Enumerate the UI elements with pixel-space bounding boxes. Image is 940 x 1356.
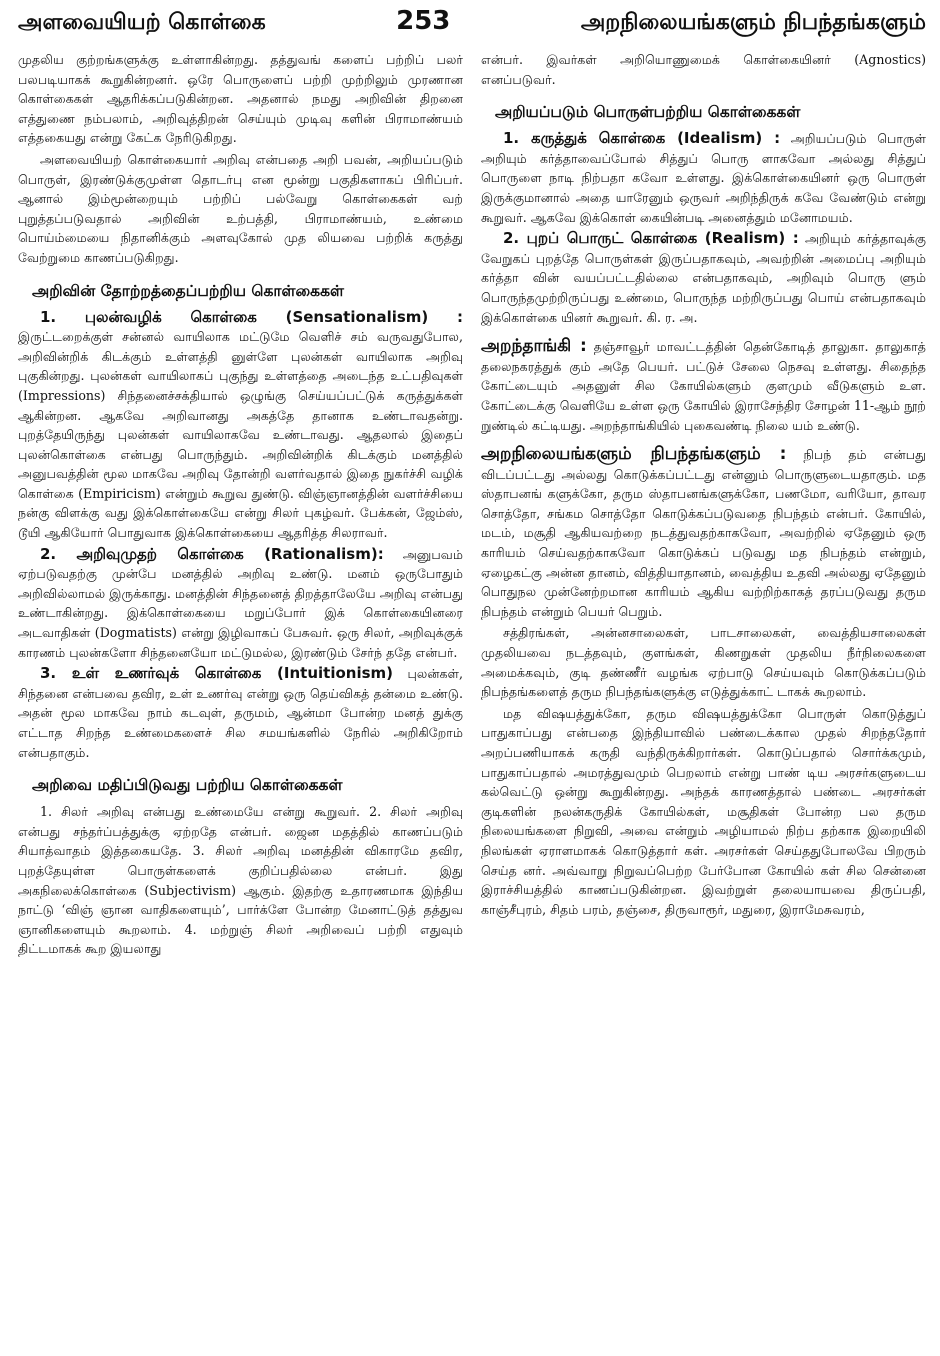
section-heading: அறிவின் தோற்றத்தைப்பற்றிய கொள்கைகள் (32, 281, 344, 300)
paragraph: முதலிய குற்றங்களுக்கு உள்ளாகின்றது. தத்துவங் களைப் பற்றிப் பலர் பலபடியாகக் கூறுகின்றனர். ஒரே பொருளைப் பற்றி முற்றிலும் முரணான கொள்கைகள் ஆதரிக்கப்படுகின்றன. அதனால் நமது அறிவின் திறனை எத்துணை நம்பலாம், அறிவுத்திறன் செய்யும் முடிவு களின் பிராமாண்யம் எத்தகையது என்று கேட்க நேரிடுகிறது. (18, 52, 463, 146)
section-heading: அறியப்படும் பொருள்பற்றிய கொள்கைகள் (495, 103, 801, 122)
paragraph (481, 229, 926, 327)
paragraph (481, 445, 926, 621)
subsection-title: 1. புலன்வழிக் கொள்கை (Sensationalism) : (40, 307, 463, 326)
entry-title: அறந்தாங்கி : (481, 336, 587, 357)
subsection-title: 2. புறப் பொருட் கொள்கை (Realism) : (503, 229, 799, 248)
entry-title: அறநிலையங்களும் நிபந்தங்களும் : (481, 444, 787, 465)
paragraph-text: அனுபவம் ஏற்படுவதற்கு முன்பே மனத்தில் அறிவு உண்டு. மனம் ஒருபோதும் அறிவில்லாமல் இருக்காது. மனத்தின் சிந்தனைத் திறத்தாலேயே அறிவு என்பது உண்டாகின்றது. இக்கொள்கையை மறுப்போர் இக் கொள்கையினரை அடவாதிகள் (Dogmatists) என்று இழிவாகப் பேசுவர். ஒரு சிலர், அறிவுக்குக் காரணம் புலன்களோ சிந்தனையோ மட்டுமல்ல, இரண்டும் சேர்ந் ததே என்பர். (18, 546, 463, 660)
header-right-title: அறநிலையங்களும் நிபந்தங்களும் (580, 10, 926, 35)
paragraph-text: அறியும் கர்த்தாவுக்கு வேறுகப் புறத்தே பொருள்கள் இருப்பதாகவும், அவற்றின் அமைப்பு அறியும் கர்த்தா வின் வயப்பட்டதில்லை என்பதாகவும், அறிவும் பொரு ளும் பொருந்தமுற்றிருப்பது உண்மை, பொருந்த மற்றிருப்பது பொய் என்பதாகவும் இக்கொள்கை யினர் கூறுவர். (481, 231, 926, 325)
paragraph-text: தஞ்சாவூர் மாவட்டத்தின் தென்கோடித் தாலுகா. தாலுகாத் தலைநகரத்துக் கும் அதே பெயர். பட்டுச் சேலை நெசவு உள்ளது. சிதைந்த கோட்டையும் அதனுள் சில கோயில்களும் குளமும் வீடுகளும் உள. கோட்டைக்கு வெளியே உள்ள ஒரு கோயில் இராசேந்திர சோழன் 11-ஆம் நூற் றுண்டில் கட்டியது. அறந்தாங்கியில் புகைவண்டி நிலை யம் உண்டு. (481, 339, 926, 433)
paragraph: மத விஷயத்துக்கோ, தரும விஷயத்துக்கோ பொருள் கொடுத்துப் பாதுகாப்பது என்பதை இந்தியாவில் பண்டைக்கால முதல் சிறந்ததோர் அறப்பணியாகக் கருதி வந்திருக்கிறார்கள். கொடுப்பதால் சொர்க்கமும், பாதுகாப்பதால் அமரத்துவமும் பெறலாம் என்று பாண் டிய அரசர்களுடைய கல்வெட்டு ஒன்று கூறுகின்றது. அந்தக் காரணத்தால் பண்டை அரசர்கள் குடிகளின் நலன்கருதிக் கோயில்கள், மசூதிகள் போன்ற பல தரும நிலையங்களை நிறுவி, அவை என்றும் அழியாமல் நிற்ப தற்காக இறையிலி நிலங்கள் ஏராளமாகக் கொடுத்தார் கள். அரசர்கள் செய்ததுபோலவே பிறரும் செய்த னர். அவ்வாறு நிறுவப்பெற்ற பேர்போன கோயில் கள் சில சென்னை இராச்சியத்தில் காணப்படுகின்றன. இவற்றுள் தலையாயவை திருப்பதி, காஞ்சீபுரம், சிதம் பரம், தஞ்சை, திருவாரூர், மதுரை, இராமேசுவரம், (481, 705, 926, 917)
paragraph (18, 308, 463, 543)
paragraph: அளவையியற் கொள்கையார் அறிவு என்பதை அறி பவன், அறியப்படும் பொருள், இரண்டுக்குமுள்ள தொடர்பு என மூன்று பகுதிகளாகப் பிரிப்பர். ஆனால் இம்மூன்றையும் பற்றிப் பல்வேறு கொள்கைகள் வற் புறுத்தப்படுவதால் அறிவின் உற்பத்தி, பிராமாண்யம், உண்மை பொய்ம்மையை நிதானிக்கும் அளவுகோல் முத லியவை பற்றிக் கருத்து வேற்றுமை காணப்படுகிறது. (18, 151, 463, 265)
paragraph: என்பர். இவர்கள் அறியொணுமைக் கொள்கையினர் (Agnostics) எனப்படுவர். (481, 52, 926, 87)
paragraph (481, 337, 926, 435)
paragraph-text: புலன்கள், சிந்தனை என்பவை தவிர, உள் உணர்வு என்று ஒரு தெய்விகத் தன்மை உண்டு. அதன் மூல மாகவே நாம் கடவுள், தருமம், ஆன்மா போன்ற மனத் துக்கு எட்டாத சிறந்த உண்மைகளைச் சில சமயங்களில் நேரில் அறிகிறோம் என்பதாகும். (18, 666, 463, 760)
left-column (18, 50, 463, 1350)
subsection-title: 1. கருத்துக் கொள்கை (Idealism) : (503, 129, 781, 148)
page-number: 253 (396, 6, 451, 36)
paragraph-text: நிபந் தம் என்பது விடப்பட்டது அல்லது கொடுக்கப்பட்டது என்னும் பொருளுடையதாகும். மத ஸ்தாபனங் களுக்கோ, தரும ஸ்தாபனங்களுக்கோ, பணமோ, வரியோ, தாவர சொத்தோ, சங்கம சொத்தோ கொடுக்கப்படுவதை நிபந்தம் என்பர். கோயில், மடம், மசூதி ஆகியவற்றை நடத்துவதற்காகவோ, அவற்றில் ஏதேனும் ஒரு காரியம் செய்வதற்காகவோ கொடுக்கப் படுவது மத நிபந்தம் என்றும், ஏழைகட்கு அன்ன தானம், வித்தியாதானம், வைத்திய உதவி அல்லது ஏதேனும் பொதுநல முன்னேற்றமான காரியம் ஆகிய வற்றிற்காகத் தரப்படுவது தரும நிபந்தம் என்றும் பெயர் பெறும். (481, 447, 926, 619)
paragraph-text: இருட்டறைக்குள் சன்னல் வாயிலாக மட்டுமே வெளிச் சம் வருவதுபோல, அறிவின்றிக் கிடக்கும் உள்ளத்தி னுள்ளே புலன்கள் வாயிலாக அறிவு புகுகின்றது. புலன்கள் வாயிலாகப் புகுந்து உள்ளத்தை அடைந்த உட்பதிவுகள் (Impressions) சிந்தனைச்சக்தியால் ஒழுங்கு செய்யப்பட்டுக் கருத்துக்கள் ஆகின்றன. ஆகவே அறிவானது அகத்தே தானாக உண்டாவதன்று. புறத்தேயிருந்து புலன்கள் வாயிலாகவே உண்டாவது. ஆதலால் இதைப் புலன்கொள்கை என்பது பொருந்தும். அறிவின்றிக் கிடக்கும் மனத்தில் அனுபவத்தின் மூல மாகவே அறிவு தோன்றி வளர்வதால் இதை நுகர்ச்சி வழிக் கொள்கை (Empiricism) என்றும் கூறுவ துண்டு. விஞ்ஞானத்தின் வளர்ச்சியை நன்கு விளக்கு வது இக்கொள்கையே என்று சிலர் புகழ்வர். பேக்கன், ஜேம்ஸ், டூயி ஆகியோர் பொதுவாக இக்கொள்கையை ஆதரித்த சிலராவர். (18, 329, 463, 541)
section-heading: அறிவை மதிப்பிடுவது பற்றிய கொள்கைகள் (32, 776, 343, 795)
paragraph-text: அறியப்படும் பொருள் அறியும் கர்த்தாவைப்போல் சித்துப் பொரு ளாகவோ அல்லது சித்துப் பொருளை நாடி நிற்பதா கவோ உள்ளது. இக்கொள்கையினர் ஒரு பொருள் இருக்குமானால் அதை யாரேனும் ஒருவர் அறிந்திருக் கவே வேண்டும் என்று கூறுவர். ஆகவே இக்கொள் கையின்படி அனைத்தும் மனோமயம். (481, 131, 926, 225)
paragraph: சத்திரங்கள், அன்னசாலைகள், பாடசாலைகள், வைத்தியசாலைகள் முதலியவை நடத்தவும், குளங்கள், கிணறுகள் முதலிய நீர்நிலைகளை அமைக்கவும், குடி தண்ணீர் வழங்க ஏற்பாடு செய்யவும் கொடுக்கப்படும் நிபந்தங்களைத் தரும நிபந்தங்களுக்கு எடுத்துக்காட் டாகக் கூறலாம். (481, 625, 926, 700)
paragraph (18, 545, 463, 663)
paragraph (481, 129, 926, 227)
header-left-title: அளவையியற் கொள்கை (18, 10, 266, 35)
paragraph (18, 664, 463, 762)
subsection-title: 3. உள் உணர்வுக் கொள்கை (Intuitionism) (40, 664, 394, 683)
subsection-title: 2. அறிவுமுதற் கொள்கை (Rationalism): (40, 544, 384, 563)
right-column (481, 50, 926, 1350)
paragraph: 1. சிலர் அறிவு என்பது உண்மையே என்று கூறுவர். 2. சிலர் அறிவு என்பது சந்தர்ப்பத்துக்கு ஏற்றதே என்பர். ஜைன மதத்தில் காணப்படும் சியாத்வாதம் இத்தகையதே. 3. சிலர் அறிவு மனத்தின் விகாரமே தவிர, புறத்தேயுள்ள பொருள்களைக் குறிப்பதில்லை என்பர். இது அகநிலைக்கொள்கை (Subjectivism) ஆகும். இதற்கு உதாரணமாக இந்திய நாட்டு ‘விஞ் ஞான வாதிகளையும்’, பார்க்ளே போன்ற மேனாட்டுத் தத்துவ ஞானிகளையும் கூறலாம். 4. மற்றுஞ் சிலர் அறிவைப் பற்றி எதுவும் திட்டமாகக் கூற இயலாது (18, 804, 463, 957)
columns (18, 50, 926, 1350)
page-header (18, 6, 926, 50)
author-initials: கி. ர. அ. (646, 309, 698, 325)
